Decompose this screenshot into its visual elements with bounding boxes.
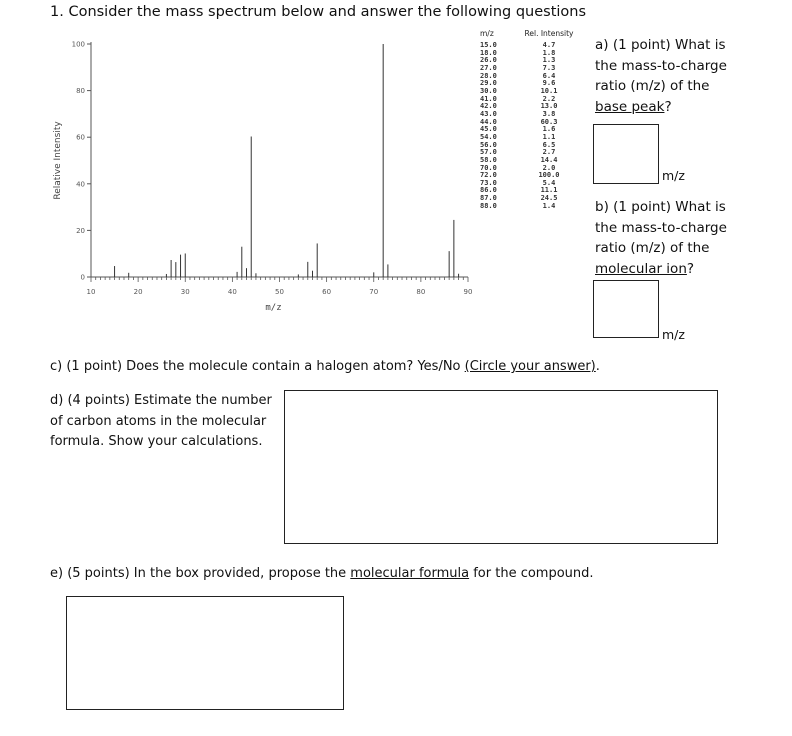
question-c-underlined[interactable]: (Circle your answer) xyxy=(464,359,596,374)
peak-table-intensity: 2.2 xyxy=(542,94,556,103)
peak-table-mz: 41.0 xyxy=(480,94,497,103)
peak-table-mz: 57.0 xyxy=(480,148,497,157)
question-e-suffix: for the compound. xyxy=(469,566,594,581)
question-b-text: b) (1 point) What is the mass-to-charge ratio (m/z) of the xyxy=(595,199,727,256)
peak-table-mz: 43.0 xyxy=(480,109,497,118)
peak-table-mz: 72.0 xyxy=(480,171,497,180)
peak-table-intensity: 1.4 xyxy=(542,201,556,210)
question-c xyxy=(50,359,600,374)
peak-table-mz: 87.0 xyxy=(480,194,497,203)
peak-table-mz: 42.0 xyxy=(480,102,497,111)
question-b-underlined: molecular ion xyxy=(595,260,687,277)
y-tick-label: 100 xyxy=(71,40,85,49)
question-b xyxy=(595,197,745,279)
answer-box-b[interactable] xyxy=(593,280,659,338)
peak-table-intensity: 24.5 xyxy=(540,194,558,203)
y-tick-label: 60 xyxy=(76,133,85,142)
peak-table-header-intensity: Rel. Intensity xyxy=(524,29,574,38)
x-tick-label: 10 xyxy=(86,288,96,296)
question-d: d) (4 points) Estimate the number of carbon atoms in the molecular formula. Show your calculations. xyxy=(50,393,272,449)
x-tick-label: 40 xyxy=(227,288,237,296)
x-tick-label: 80 xyxy=(416,288,426,296)
question-c-text: c) (1 point) Does the molecule contain a halogen atom? Yes/No xyxy=(50,359,465,374)
peak-table-intensity: 100.0 xyxy=(538,171,560,180)
x-axis-title: m/z xyxy=(265,303,282,313)
peak-table-intensity: 1.8 xyxy=(542,48,556,57)
peak-table-mz: 15.0 xyxy=(480,41,497,49)
x-tick-label: 30 xyxy=(180,288,190,296)
x-tick-label: 50 xyxy=(275,288,284,296)
peak-table-mz: 28.0 xyxy=(480,71,497,80)
y-axis-title: Relative Intensity xyxy=(53,121,63,200)
peak-table-mz: 27.0 xyxy=(480,63,497,72)
peak-table-intensity: 11.1 xyxy=(540,186,558,195)
peak-table-intensity: 9.6 xyxy=(542,79,556,88)
answer-box-e[interactable] xyxy=(66,596,344,710)
peak-table-intensity: 5.4 xyxy=(542,178,556,187)
peak-table-mz: 30.0 xyxy=(480,86,497,95)
peak-table-mz: 86.0 xyxy=(480,186,497,195)
peak-table-mz: 54.0 xyxy=(480,132,497,141)
peak-table-mz: 18.0 xyxy=(480,48,497,57)
answer-box-d[interactable] xyxy=(284,390,718,544)
chart-labels xyxy=(53,41,472,314)
question-a xyxy=(595,35,745,117)
peak-table-intensity: 1.1 xyxy=(542,132,556,141)
peak-table-intensity: 1.6 xyxy=(542,125,556,134)
question-e-underlined: molecular formula xyxy=(350,566,470,581)
peak-table-intensity: 7.3 xyxy=(542,63,556,72)
y-tick-label: 80 xyxy=(76,87,85,96)
peak-table-intensity: 6.4 xyxy=(542,71,556,80)
peak-table-intensity: 6.5 xyxy=(542,140,556,149)
peak-table-intensity: 60.3 xyxy=(540,117,558,126)
peak-table-mz: 45.0 xyxy=(480,125,497,134)
question-c-suffix: . xyxy=(595,359,600,374)
chart-axes xyxy=(91,42,468,277)
peak-table-mz: 58.0 xyxy=(480,155,497,164)
mass-spectrum-chart xyxy=(46,28,490,328)
question-title: 1. Consider the mass spectrum below and answer the following questions xyxy=(50,4,587,20)
peak-table-mz: 26.0 xyxy=(480,56,497,65)
peak-table-mz: 73.0 xyxy=(480,178,497,187)
peak-table-intensity: 4.7 xyxy=(542,41,556,49)
peak-table-intensity: 10.1 xyxy=(540,86,558,95)
y-tick-label: 40 xyxy=(76,180,85,189)
peak-table-intensity: 14.4 xyxy=(540,155,558,164)
x-tick-label: 90 xyxy=(463,288,473,296)
question-e xyxy=(50,566,594,581)
peak-table-body xyxy=(478,42,598,210)
question-e-text: e) (5 points) In the box provided, propose the xyxy=(50,566,351,581)
peak-table-intensity: 3.8 xyxy=(542,109,556,118)
answer-b-unit: m/z xyxy=(662,327,685,342)
peak-table xyxy=(478,30,598,210)
x-tick-label: 70 xyxy=(369,288,379,296)
peak-table-intensity: 13.0 xyxy=(540,102,558,111)
peak-table-mz: 70.0 xyxy=(480,163,497,172)
chart-ticks xyxy=(87,44,468,282)
question-a-text: a) (1 point) What is the mass-to-charge ratio (m/z) of the xyxy=(595,37,727,94)
question-a-suffix: ? xyxy=(664,98,672,115)
peak-table-mz: 29.0 xyxy=(480,79,497,88)
peak-table-mz: 88.0 xyxy=(480,201,497,210)
chart-bars xyxy=(115,44,459,277)
question-a-underlined: base peak xyxy=(595,98,665,115)
peak-table-mz: 56.0 xyxy=(480,140,497,149)
peak-table-header-mz: m/z xyxy=(480,29,494,38)
y-tick-label: 20 xyxy=(76,226,85,235)
x-tick-label: 20 xyxy=(133,288,143,296)
x-tick-label: 60 xyxy=(322,288,332,296)
question-b-suffix: ? xyxy=(686,260,695,277)
answer-a-unit: m/z xyxy=(662,168,685,183)
peak-table-intensity: 1.3 xyxy=(542,56,556,65)
y-tick-label: 0 xyxy=(80,273,85,282)
peak-table-intensity: 2.0 xyxy=(542,163,556,172)
peak-table-mz: 44.0 xyxy=(480,117,497,126)
answer-box-a[interactable] xyxy=(593,124,659,184)
peak-table-row xyxy=(478,203,598,211)
peak-table-intensity: 2.7 xyxy=(542,148,556,157)
